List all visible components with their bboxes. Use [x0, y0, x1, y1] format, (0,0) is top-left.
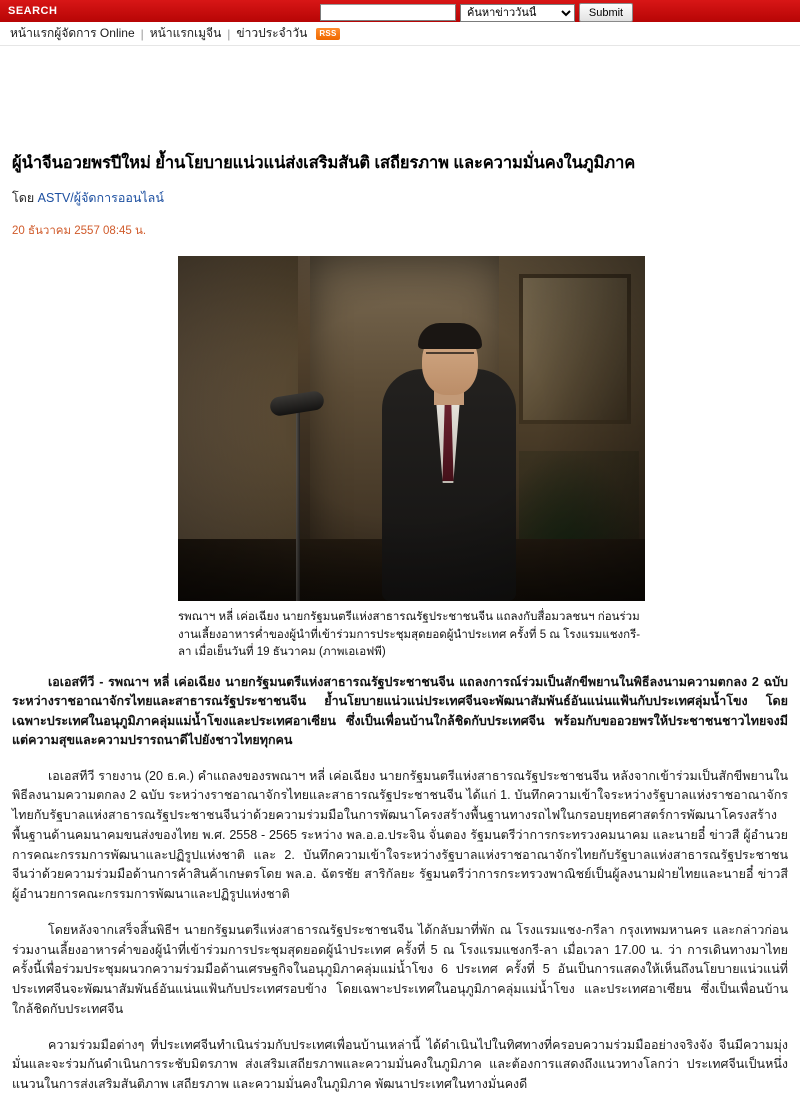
publish-date: 20 ธันวาคม 2557 08:45 น.	[12, 225, 147, 238]
article-paragraph-3: ความร่วมมือต่างๆ ที่ประเทศจีนทำเนินร่วมกับประเทศเพื่อนบ้านเหล่านี้ ได้ดำเนินไปในทิศทางที่ครอบความร่วมมืออย่างจริงจัง จีนมีความมุ่งมั่นและจะร่วมกันดำเนินการระชับมิตรภาพ ส่งเสริมเสถียรภาพและความมั่นคงในภูมิภาค และต้องการแสดงถึงแนวทางโลกว่า ประเทศจีนเป็นหนึ่งแนวนในการส่งเสริมสันติภาพ เสถียรภาพ และความมั่นคงในภูมิภาค พัฒนาประเทศในทางมั่นคงดี	[12, 1037, 788, 1092]
article-container	[0, 46, 800, 1095]
breadcrumb	[0, 22, 800, 46]
nav-separator-2: |	[227, 26, 231, 41]
rss-icon[interactable]: RSS	[316, 28, 339, 40]
byline	[12, 188, 788, 208]
nav-item-china[interactable]: หน้าแรกเมูจีน	[149, 26, 222, 40]
photo-caption: รพณาฯ หลี่ เค่อเฉียง นายกรัฐมนตรีแห่งสาธารณรัฐประชาชนจีน แถลงกับสื่อมวลชนฯ ก่อนร่วมงานเลี้ยงอาหารค่ำของผู้นำที่เข้าร่วมการประชุมสุดยอดผู้นำประเทศ ครั้งที่ 5 ณ โรงแรมแชงกรี-ลา เมื่อเย็นวันที่ 19 ธันวาคม (ภาพเอเอฟพี)	[178, 611, 641, 658]
nav-item-daily-news[interactable]: ข่าวประจำวัน	[236, 26, 308, 40]
article-photo-wrapper	[12, 256, 788, 601]
byline-source-link[interactable]: ASTV/ผู้จัดการออนไลน์	[37, 191, 164, 206]
article-lead-paragraph: เอเอสทีวี - รพณาฯ หลี่ เค่อเฉียง นายกรัฐมนตรีแห่งสาธารณรัฐประชาชนจีน แถลงการณ์ร่วมเป็นสักขีพยานในพิธีลงนามความตกลง 2 ฉบับ ระหว่างราชอาณาจักรไทยและสาธารณรัฐประชาชนจีน ย้ำนโยบายแน่วแน่ประเทศจีนจะพัฒนาสัมพันธ์อันแน่นแฟ้นกับประเทศลุ่มน้ำโขง โดยเฉพาะประเทศในอนุภูมิภาคลุ่มแม่น้ำโขงและประเทศอาเซียน ซึ่งเป็นเพื่อนบ้านใกล้ชิดกับประเทศจีน พร้อมกับขออวยพรให้ประชาชนชาวไทยจงมีแต่ความสุขและความปรารถนาดีไปยังชาวไทยทุกคน	[12, 675, 788, 748]
search-scope-select[interactable]	[460, 4, 575, 22]
article-paragraph-1: เอเอสทีวี รายงาน (20 ธ.ค.) คำแถลงของรพณาฯ หลี่ เค่อเฉียง นายกรัฐมนตรีแห่งสาธารณรัฐประชาชนจีน หลังจากเข้าร่วมเป็นสักขีพยานในพิธีลงนามความตกลง 2 ฉบับ ระหว่างราชอาณาจักรไทยและสาธารณรัฐประชาชนจีน ได้แก่ 1. บันทึกความเข้าใจระหว่างรัฐบาลแห่งราชอาณาจักรไทยกับรัฐบาลแห่งสาธารณรัฐประชาชนจีนว่าด้วยความร่วมมือในการพัฒนาโครงสร้างพื้นฐานทางรถไฟในกรอบยุทธศาสตร์การพัฒนาโครงสร้างพื้นฐานด้านคมนาคมขนส่งของไทย พ.ศ. 2558 - 2565 ระหว่าง พล.อ.อ.ประจิน จั่นตอง รัฐมนตรีว่าการกระทรวงคมนาคม และนายอี๋ ข่าวสี ผู้อำนวยการคณะกรรมการพัฒนาและปฏิรูปแห่งชาติ และ 2. บันทึกความเข้าใจระหว่างรัฐบาลแห่งราชอาณาจักรไทยกับรัฐบาลแห่งสาธารณรัฐประชาชนจีนว่าด้วยความร่วมมือด้านการค้าสินค้าเกษตรโดย พล.อ. ฉัตรชัย สาริกัลยะ รัฐมนตรีว่าการกระทรวงพาณิชย์เป็นผู้ลงนามฝ่ายไทยและนายอี๋ ข่าวสี ผู้อำนวยการคณะกรรมการพัฒนาและปฏิรูปแห่งชาติ	[12, 768, 788, 902]
search-controls	[320, 3, 633, 22]
nav-item-home[interactable]: หน้าแรกผู้จัดการ Online	[10, 26, 135, 40]
article-photo	[178, 256, 645, 601]
search-input[interactable]	[320, 4, 456, 21]
search-label: SEARCH	[8, 5, 58, 17]
nav-separator-1: |	[140, 26, 144, 41]
search-submit-button[interactable]: Submit	[579, 3, 633, 22]
article-paragraph-2: โดยหลังจากเสร็จสิ้นพิธีฯ นายกรัฐมนตรีแห่งสาธารณรัฐประชาชนจีน ได้กลับมาที่พัก ณ โรงแรมแชง-กรีลา กรุงเทพมหานคร และกล่าวก่อนร่วมงานเลี้ยงอาหารค่ำของผู้นำที่เข้าร่วมการประชุมสุดยอดผู้นำประเทศ ครั้งที่ 5 ณ โรงแรมแชงกรี-ลา เมื่อเวลา 17.00 น. ว่า การเดินทางมาไทยครั้งนี้เพื่อร่วมประชุมผนวกความร่วมมือด้านเศรษฐกิจในอนุภูมิภาคลุ่มแม่น้ำโขง 6 ประเทศ ครั้งที่ 5 อันเป็นการแสดงให้เห็นถึงนโยบายแน่วแน่ที่ประเทศจีนจะพัฒนาสัมพันธ์อันแน่นแฟ้นกับประเทศรอบข้าง โดยเฉพาะประเทศในอนุภูมิภาคลุ่มแม่น้ำโขง และประเทศอาเซียน ซึ่งเป็นเพื่อนบ้านใกล้ชิดกับประเทศจีน	[12, 922, 788, 1016]
top-search-bar	[0, 0, 800, 22]
page-title: ผู้นำจีนอวยพรปีใหม่ ย้ำนโยบายแน่วแน่ส่งเสริมสันติ เสถียรภาพ และความมั่นคงในภูมิภาค	[12, 154, 636, 172]
byline-prefix: โดย	[12, 191, 38, 206]
